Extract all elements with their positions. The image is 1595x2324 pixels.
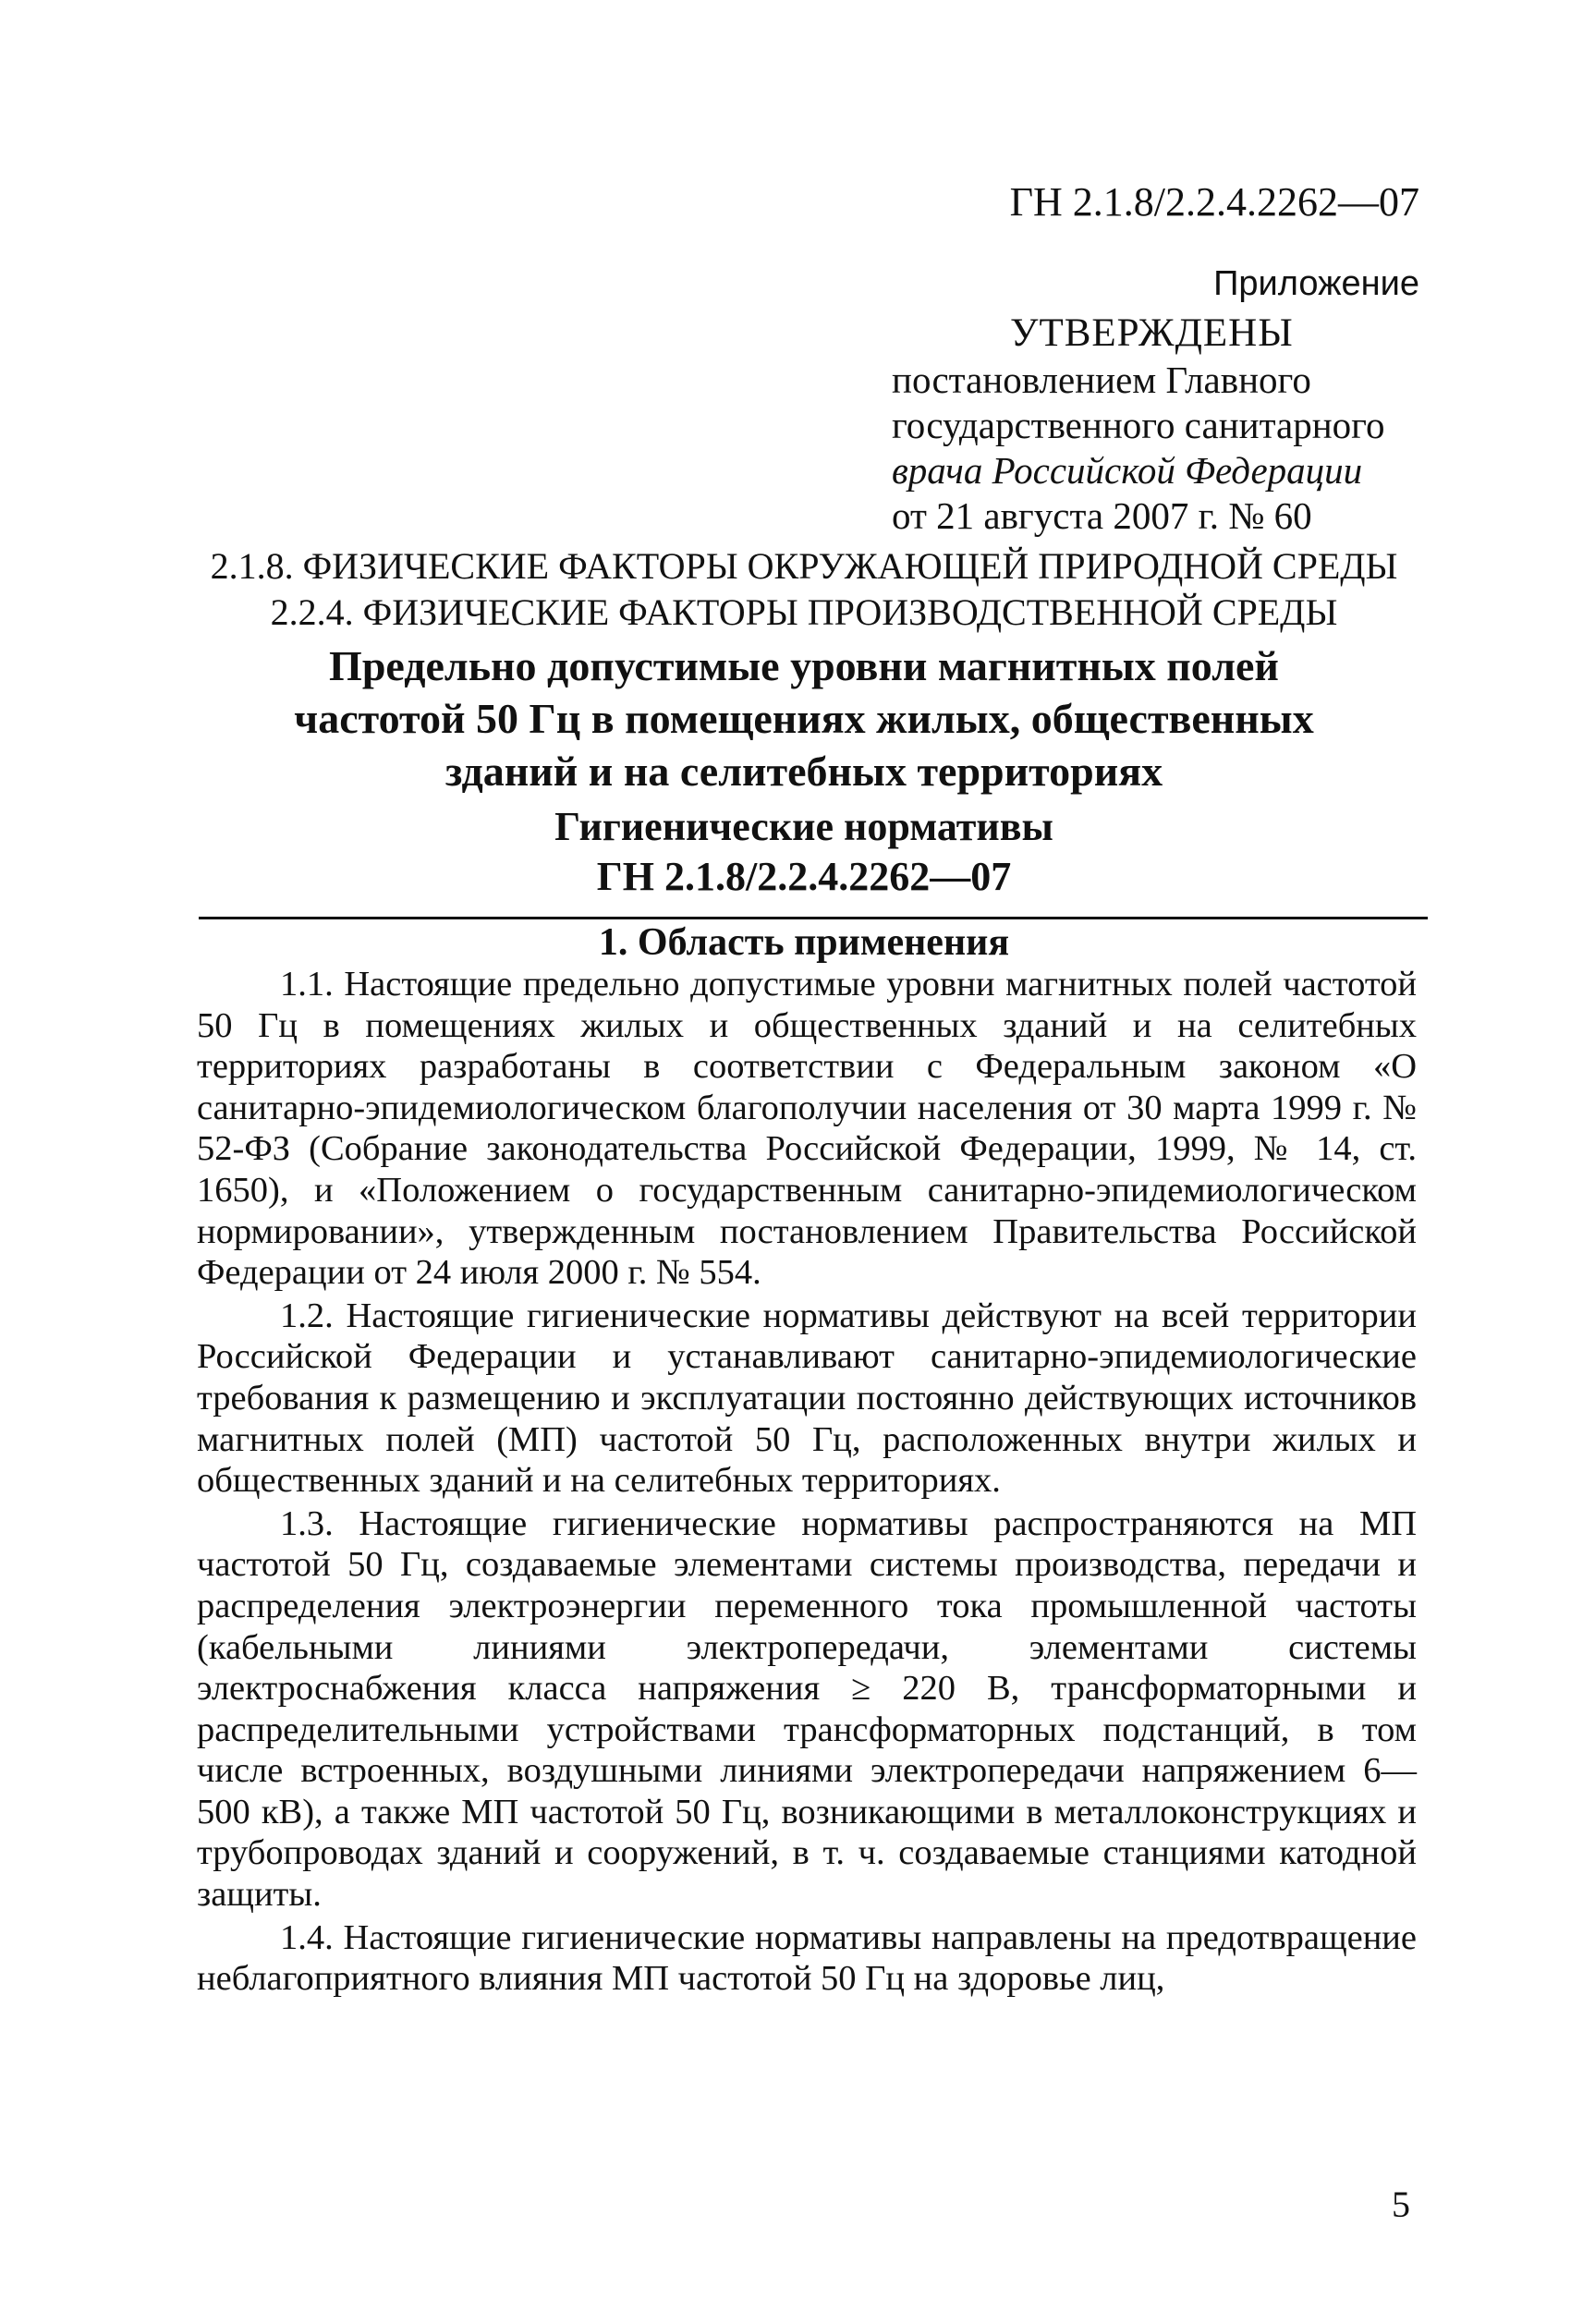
- approval-line: врача Российской Федерации: [892, 449, 1363, 492]
- section-code-line: 2.2.4. ФИЗИЧЕСКИЕ ФАКТОРЫ ПРОИЗВОДСТВЕННОЙ СРЕДЫ: [270, 591, 1338, 633]
- approval-date-line: от 21 августа 2007 г. № 60: [892, 494, 1312, 537]
- title-line: Предельно допустимые уровни магнитных полей: [329, 642, 1279, 689]
- title-line: зданий и на селитебных территориях: [444, 748, 1163, 795]
- paragraph-1-2: 1.2. Настоящие гигиенические нормативы действуют на всей территории Российской Федерации и устанавливают санитарно-эпидемиологические требования к размещению и эксплуатации постоянно действующих источников магнитных полей (МП) частотой 50 Гц, расположенных внутри жилых и общественных зданий и на селитебных территориях.: [197, 1296, 1417, 1501]
- document-title: [185, 639, 1423, 797]
- document-subtitle: [185, 802, 1423, 902]
- approval-block: [892, 310, 1446, 539]
- approval-title: УТВЕРЖДЕНЫ: [1010, 311, 1294, 355]
- section-code-line: 2.1.8. ФИЗИЧЕСКИЕ ФАКТОРЫ ОКРУЖАЮЩЕЙ ПРИРОДНОЙ СРЕДЫ: [210, 545, 1398, 587]
- section-codes: [185, 543, 1423, 636]
- approval-line: государственного санитарного: [892, 404, 1385, 446]
- page-number: 5: [1392, 2184, 1410, 2225]
- paragraph-1-1: 1.1. Настоящие предельно допустимые уровни магнитных полей частотой 50 Гц в помещениях жилых и общественных зданий и на селитебных территориях разработаны в соответствии с Федеральным законом «О санитарно-эпидемиологическом благополучии населения от 30 марта 1999 г. № 52-ФЗ (Собрание законодательства Российской Федерации, 1999, № 14, ст. 1650), и «Положением о государственным санитарно-эпидемиологическом нормировании», утвержденным постановлением Правительства Российской Федерации от 24 июля 2000 г. № 554.: [197, 965, 1417, 1293]
- section-body: [197, 964, 1417, 2002]
- appendix-label: Приложение: [1213, 264, 1419, 303]
- approval-line: постановлением Главного: [892, 359, 1311, 401]
- document-code-header: ГН 2.1.8/2.2.4.2262—07: [1009, 179, 1419, 225]
- paragraph-1-3: 1.3. Настоящие гигиенические нормативы распространяются на МП частотой 50 Гц, создаваемые элементами системы производства, передачи и распределения электроэнергии переменного тока промышленной частоты (кабельными линиями электропередачи, элементами системы электроснабжения класса напряжения ≥ 220 В, трансформаторными и распределительными устройствами трансформаторных подстанций, в том числе встроенных, воздушными линиями электропередачи напряжением 6—500 кВ), а также МП частотой 50 Гц, возникающими в металлоконструкциях и трубопроводах зданий и сооружений, в т. ч. создаваемые станциями катодной защиты.: [197, 1503, 1417, 1915]
- paragraph-1-4: 1.4. Настоящие гигиенические нормативы направлены на предотвращение неблагоприятного влияния МП частотой 50 Гц на здоровье лиц,: [197, 1917, 1417, 1999]
- subtitle-code-line: ГН 2.1.8/2.2.4.2262—07: [596, 854, 1012, 899]
- section-heading: 1. Область применения: [598, 921, 1010, 964]
- subtitle-line: Гигиенические нормативы: [554, 804, 1053, 849]
- title-line: частотой 50 Гц в помещениях жилых, общественных: [294, 695, 1314, 742]
